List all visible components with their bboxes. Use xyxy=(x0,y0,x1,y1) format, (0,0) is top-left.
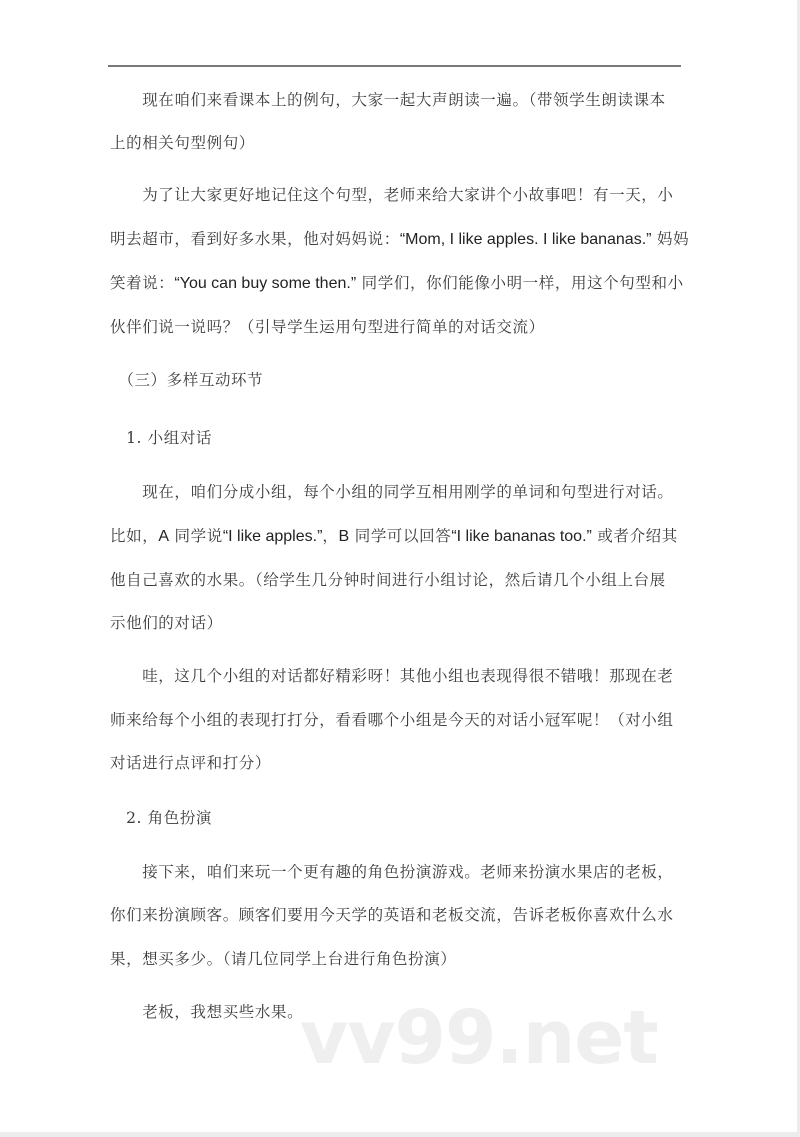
paragraph-line: 接下来，咱们来玩一个更有趣的角色扮演游戏。老师来扮演水果店的老板， xyxy=(110,863,674,881)
paragraph-line: 现在咱们来看课本上的例句，大家一起大声朗读一遍。（带领学生朗读课本 xyxy=(110,91,666,109)
paragraph-line: 为了让大家更好地记住这个句型，老师来给大家讲个小故事吧！有一天，小 xyxy=(110,186,674,204)
section-heading: （三）多样互动环节 xyxy=(110,371,264,389)
paragraph-line: 上的相关句型例句） xyxy=(110,134,255,152)
speaker-label: B xyxy=(338,528,350,545)
line-text: 同学们，你们能像小明一样，用这个句型和小 xyxy=(356,274,684,292)
paragraph-line: 他自己喜欢的水果。（给学生几分钟时间进行小组讨论，然后请几个小组上台展 xyxy=(110,571,666,589)
paragraph-line: 现在，咱们分成小组，每个小组的同学互相用刚学的单词和句型进行对话。 xyxy=(110,483,674,501)
line-text: 妈妈 xyxy=(651,230,690,248)
subsection-heading: 2. 角色扮演 xyxy=(110,809,213,827)
paragraph-line: 伙伴们说一说吗？（引导学生运用句型进行简单的对话交流） xyxy=(110,318,545,336)
line-text: 同学可以回答 xyxy=(349,527,452,545)
paragraph-line xyxy=(110,229,689,250)
speaker-label: A xyxy=(158,528,169,545)
watermark: vv99.net xyxy=(300,995,658,1081)
subsection-heading: 1. 小组对话 xyxy=(110,429,213,447)
line-text: 或者介绍其 xyxy=(591,527,678,545)
paragraph-line: 哇，这几个小组的对话都好精彩呀！其他小组也表现得很不错哦！那现在老 xyxy=(110,667,674,685)
paragraph-line xyxy=(110,526,678,547)
paragraph-line xyxy=(110,273,684,294)
line-text: ， xyxy=(322,527,339,545)
english-quote: “I like bananas too.” xyxy=(451,528,592,545)
paragraph-line: 果，想买多少。（请几位同学上台进行角色扮演） xyxy=(110,950,457,968)
paragraph-line: 你们来扮演顾客。顾客们要用今天学的英语和老板交流，告诉老板你喜欢什么水 xyxy=(110,906,674,924)
english-quote: “You can buy some then.” xyxy=(174,275,357,292)
english-quote: “Mom, I like apples. I like bananas.” xyxy=(399,231,652,248)
paragraph-line: 示他们的对话） xyxy=(110,614,223,632)
paragraph-line: 老板，我想买些水果。 xyxy=(110,1003,304,1021)
paragraph-line: 对话进行点评和打分） xyxy=(110,754,272,772)
line-text: 明去超市，看到好多水果，他对妈妈说： xyxy=(110,230,400,248)
english-quote: “I like apples.” xyxy=(222,528,323,545)
line-text: 笑着说： xyxy=(110,274,175,292)
line-text: 比如， xyxy=(110,527,159,545)
paragraph-line: 师来给每个小组的表现打打分，看看哪个小组是今天的对话小冠军呢！（对小组 xyxy=(110,711,674,729)
line-text: 同学说 xyxy=(168,527,223,545)
header-rule xyxy=(108,65,681,67)
